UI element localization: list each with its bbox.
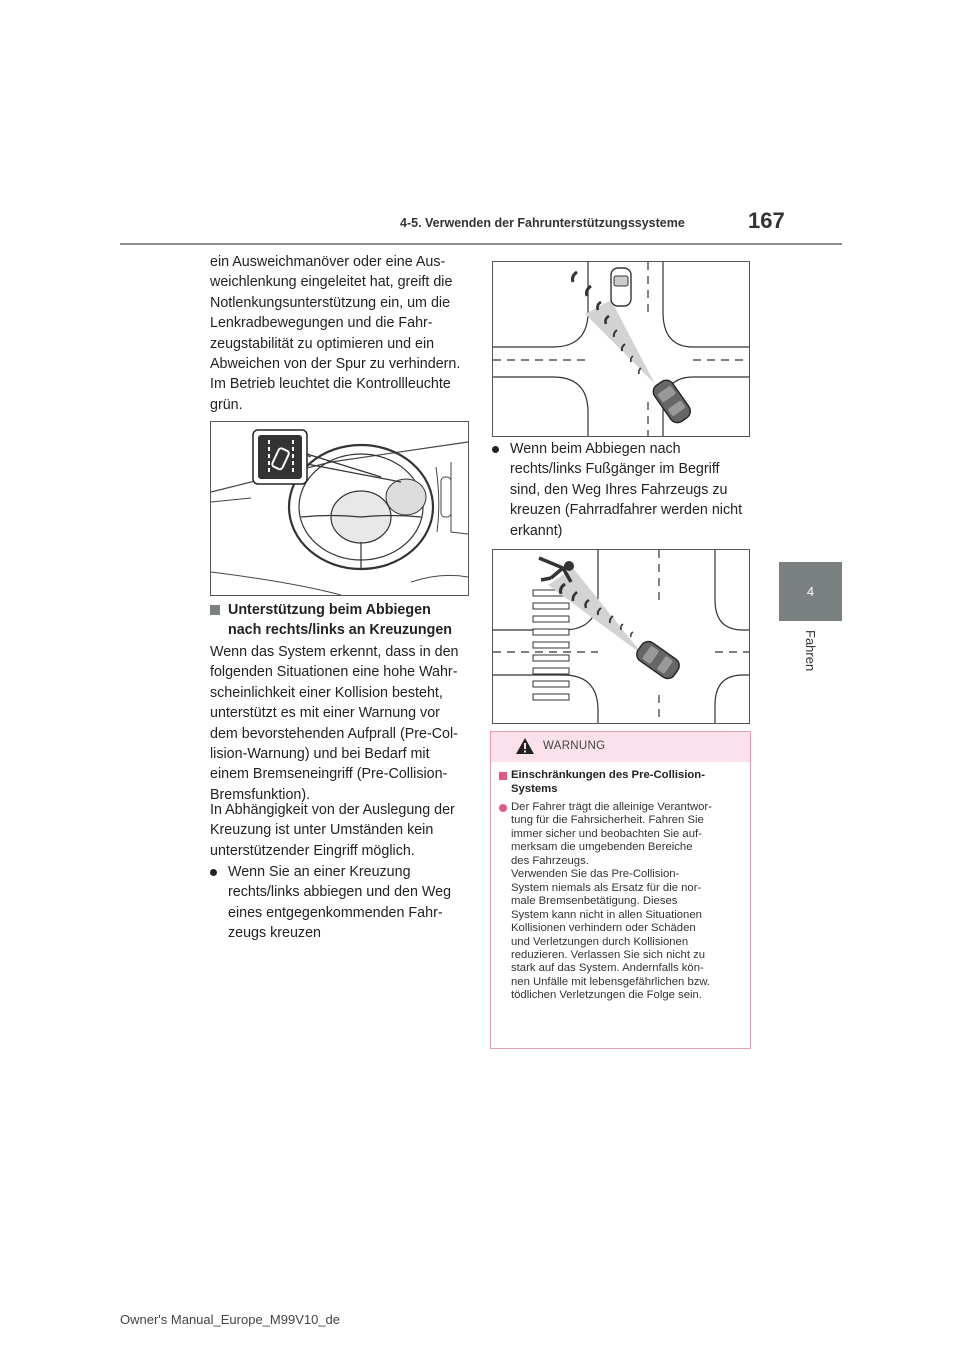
intersection-vehicle-illustration <box>492 261 750 437</box>
text-line: In Abhängigkeit von der Auslegung der <box>210 802 455 818</box>
text-line: sind, den Weg Ihres Fahrzeugs zu <box>510 481 728 498</box>
chapter-label-text: Fahren <box>803 630 818 672</box>
section-paragraph-1 <box>210 642 472 805</box>
text-line: Verwenden Sie das Pre-Collision- <box>511 868 680 881</box>
bullet-dot <box>210 869 217 876</box>
text-line: unterstützt es mit einer Warnung vor <box>210 705 440 722</box>
text-line: merksam die umgebenden Bereiche <box>511 841 693 854</box>
heading-line: Unterstützung beim Abbiegen <box>228 602 431 618</box>
warning-bullet-dot <box>499 804 507 812</box>
text-line: System kann nicht in allen Situationen <box>511 908 702 921</box>
warning-box <box>490 731 751 1049</box>
text-line: male Bremsenbetätigung. Dieses <box>511 895 678 908</box>
text-line: Wenn das System erkennt, dass in den <box>210 644 459 660</box>
text-line: rechts/links Fußgänger im Begriff <box>510 461 720 478</box>
text-line: und Verletzungen durch Kollisionen <box>511 935 689 948</box>
text-line: Abweichen von der Spur zu verhindern. <box>210 356 461 373</box>
text-line: stark auf das System. Andernfalls kön- <box>511 962 704 975</box>
text-line: zeugs kreuzen <box>228 925 321 942</box>
text-line: System niemals als Ersatz für die nor- <box>511 881 702 894</box>
warning-triangle-icon <box>515 737 535 755</box>
text-line: immer sicher und beobachten Sie auf- <box>511 827 702 840</box>
text-line: weichlenkung eingeleitet hat, greift die <box>210 274 453 291</box>
text-line: Der Fahrer trägt die alleinige Verantwor- <box>511 801 712 813</box>
section-heading <box>210 600 472 641</box>
text-line: kreuzen (Fahrradfahrer werden nicht <box>510 502 743 519</box>
intro-paragraph <box>210 252 470 415</box>
chapter-number: 4 <box>806 584 815 599</box>
text-line: Notlenkungsunterstützung ein, um die <box>210 294 451 311</box>
text-line: scheinlichkeit einer Kollision besteht, <box>210 684 443 701</box>
dashboard-illustration <box>210 421 469 596</box>
text-line: folgenden Situationen eine hohe Wahr- <box>210 664 458 681</box>
text-line: Kreuzung ist unter Umständen kein <box>210 822 434 839</box>
header-divider <box>120 243 842 245</box>
warning-subheading <box>499 769 744 796</box>
text-line: einem Bremseneingriff (Pre-Collision- <box>210 766 448 783</box>
text-line: Lenkradbewegungen und die Fahr- <box>210 315 433 332</box>
intersection-pedestrian-illustration <box>492 549 750 724</box>
text-line: des Fahrzeugs. <box>511 854 589 867</box>
text-line: ein Ausweichmanöver oder eine Aus- <box>210 254 446 270</box>
text-line: Kollisionen verhindern oder Schäden <box>511 922 696 935</box>
text-line: Wenn Sie an einer Kreuzung <box>228 864 411 880</box>
text-line: unterstützender Eingriff möglich. <box>210 842 415 859</box>
text-line: dem bevorstehenden Aufprall (Pre-Col- <box>210 725 458 742</box>
oncoming-car <box>611 268 631 306</box>
steering-assist-indicator-icon <box>253 430 307 484</box>
warning-body <box>499 801 744 1003</box>
text-line: Einschränkungen des Pre-Collision- <box>511 769 705 781</box>
section-header-title: 4-5. Verwenden der Fahrunterstützungssysteme <box>400 216 685 230</box>
page-number: 167 <box>748 208 785 233</box>
text-line: Bremsfunktion). <box>210 786 311 803</box>
heading-line: nach rechts/links an Kreuzungen <box>228 622 453 639</box>
text-line: nen Unfälle mit lebensgefährlichen bzw. <box>511 975 711 988</box>
text-line: grün. <box>210 396 243 413</box>
text-line: erkannt) <box>510 522 563 539</box>
chapter-label <box>802 630 822 690</box>
text-line: eines entgegenkommenden Fahr- <box>228 904 443 921</box>
text-line: zeugstabilität zu optimieren und ein <box>210 335 435 352</box>
footer-text: Owner's Manual_Europe_M99V10_de <box>120 1312 341 1327</box>
text-line: tödlichen Verletzungen die Folge sein. <box>511 989 702 1002</box>
chapter-tab[interactable] <box>779 562 842 621</box>
bullet-dot <box>492 446 499 453</box>
text-line: lision-Warnung) und bei Bedarf mit <box>210 746 430 763</box>
bullet-item <box>210 862 460 944</box>
section-paragraph-2 <box>210 800 472 861</box>
warning-title: WARNUNG <box>543 740 606 752</box>
text-line: tung für die Fahrsicherheit. Fahren Sie <box>511 814 704 827</box>
text-line: rechts/links abbiegen und den Weg <box>228 884 452 901</box>
text-line: Im Betrieb leuchtet die Kontrollleuchte <box>210 376 451 393</box>
pedestrian-figure <box>539 558 574 582</box>
text-line: reduzieren. Verlassen Sie sich nicht zu <box>511 948 706 961</box>
section-square-marker <box>210 605 220 615</box>
text-line: Systems <box>511 782 558 795</box>
warning-square-marker <box>499 772 507 780</box>
bullet-item <box>492 439 757 541</box>
own-car <box>634 638 683 681</box>
text-line: Wenn beim Abbiegen nach <box>510 441 681 457</box>
own-car <box>650 377 693 426</box>
